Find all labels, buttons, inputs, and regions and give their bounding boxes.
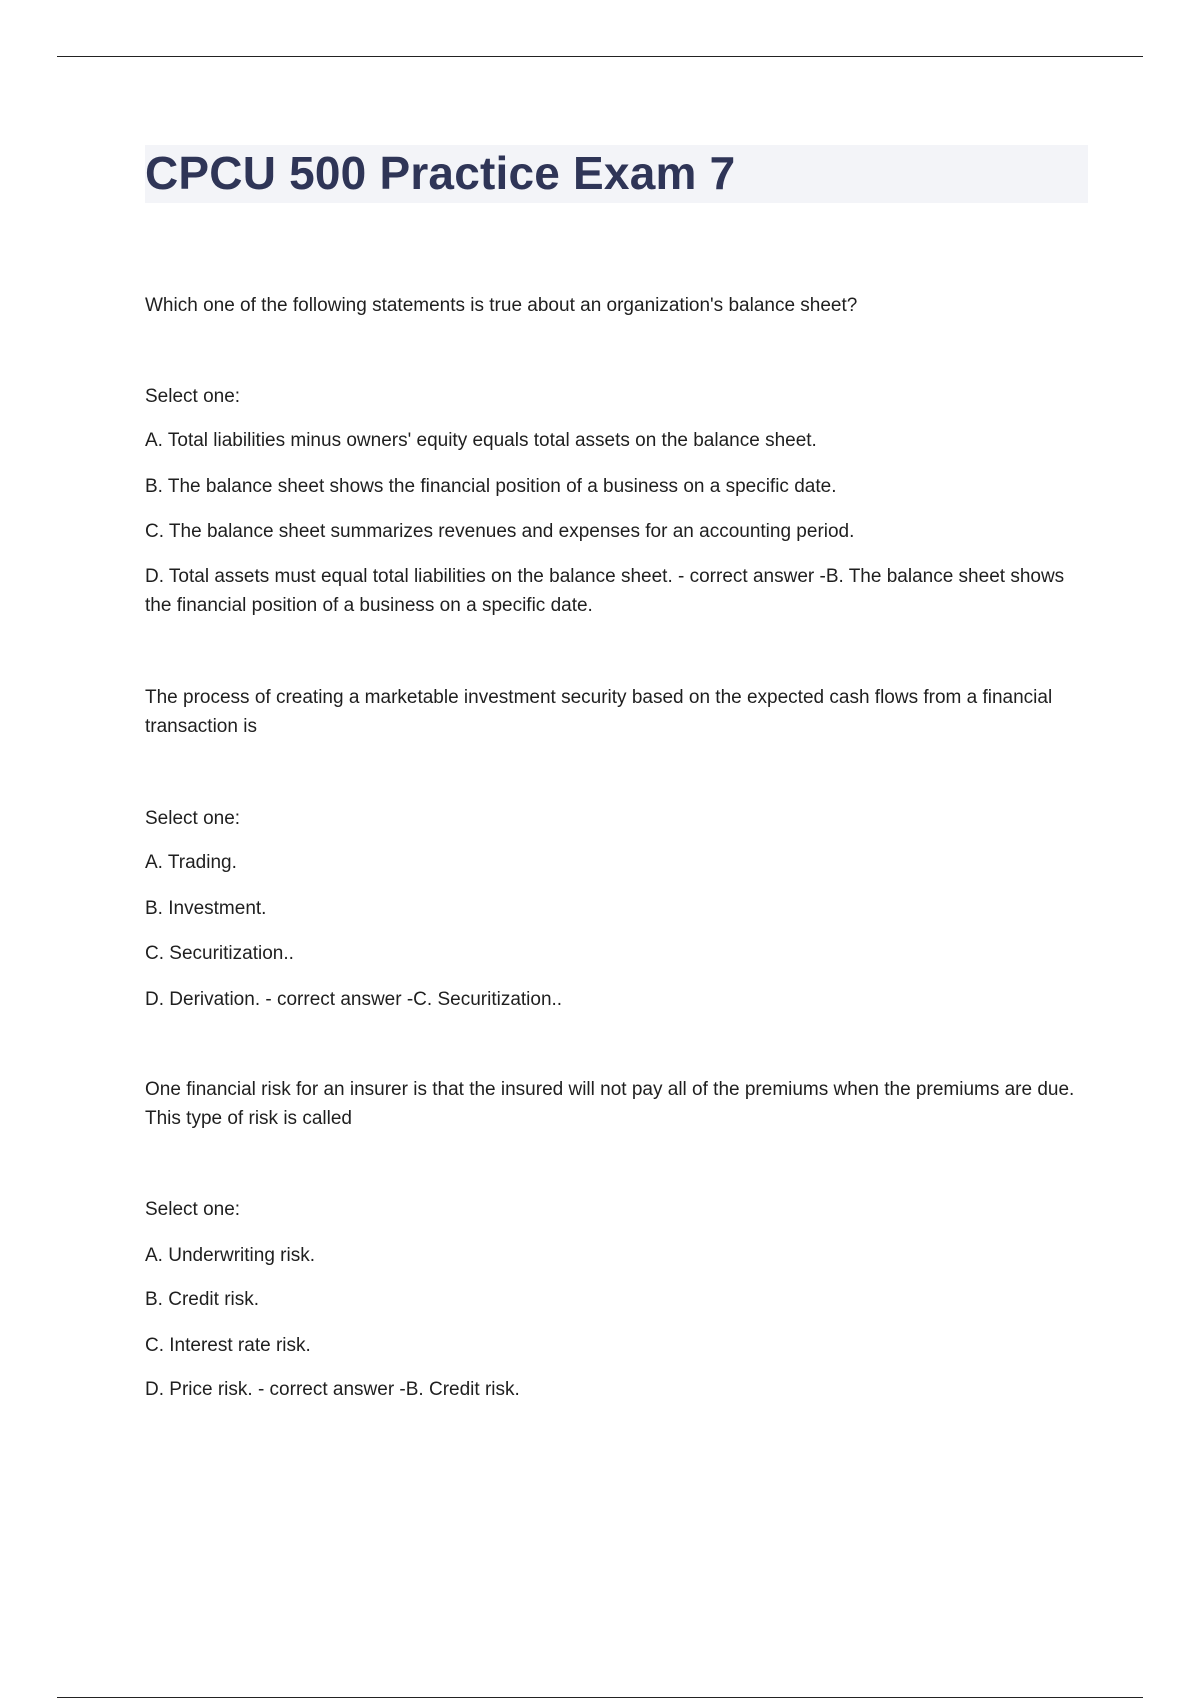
top-divider [57, 56, 1143, 57]
answer-option-c: C. Interest rate risk. [145, 1335, 311, 1356]
answer-option-b: B. Investment. [145, 898, 267, 919]
question-block-3 [145, 1075, 1075, 1404]
answer-option-b: B. Credit risk. [145, 1289, 260, 1310]
answer-option-a: A. Underwriting risk. [145, 1245, 315, 1266]
answer-option-d: D. Derivation. - correct answer -C. Securitization.. [145, 989, 563, 1010]
answer-option-d: D. Price risk. - correct answer -B. Credit risk. [145, 1379, 520, 1400]
question-block-1 [145, 291, 1075, 620]
answer-option-a: A. Total liabilities minus owners' equity equals total assets on the balance sheet. [145, 430, 817, 451]
question-text: The process of creating a marketable investment security based on the expected cash flows from a financial transaction is [145, 687, 1053, 737]
question-block-2 [145, 683, 1075, 1014]
select-one-label: Select one: [145, 386, 241, 407]
question-text: One financial risk for an insurer is that the insured will not pay all of the premiums when the premiums are due. This type of risk is called [145, 1079, 1075, 1129]
answer-option-d: D. Total assets must equal total liabilities on the balance sheet. - correct answer -B. The balance sheet shows the financial position of a business on a specific date. [145, 566, 1065, 616]
select-one-label: Select one: [145, 1199, 241, 1220]
answer-option-c: C. The balance sheet summarizes revenues and expenses for an accounting period. [145, 521, 855, 542]
answer-option-c: C. Securitization.. [145, 943, 294, 964]
answer-option-b: B. The balance sheet shows the financial position of a business on a specific date. [145, 476, 837, 497]
select-one-label: Select one: [145, 808, 241, 829]
question-text: Which one of the following statements is true about an organization's balance sheet? [145, 295, 858, 316]
page-title: CPCU 500 Practice Exam 7 [145, 147, 736, 199]
answer-option-a: A. Trading. [145, 852, 237, 873]
bottom-divider [57, 1697, 1143, 1698]
